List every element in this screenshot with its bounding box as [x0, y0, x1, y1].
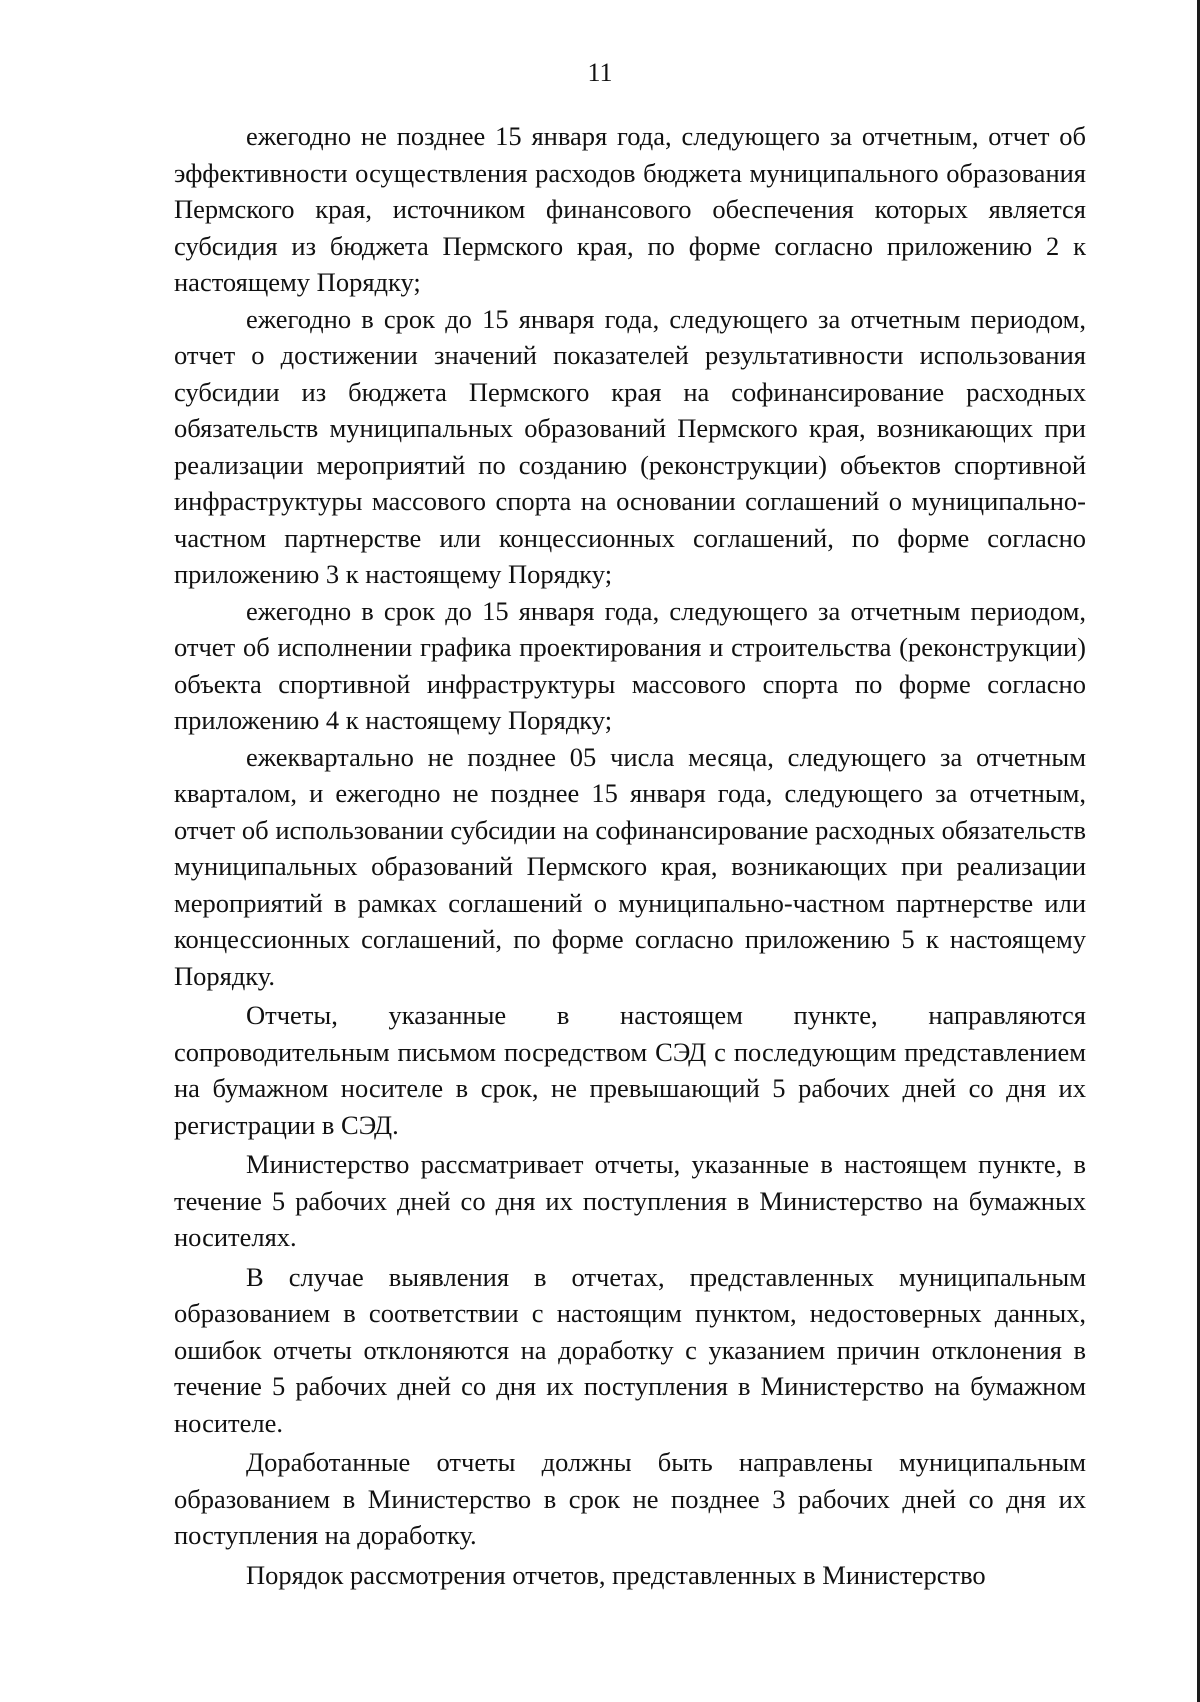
paragraph-report-performance-indicators: ежегодно в срок до 15 января года, следующего за отчетным периодом, отчет о достижении значений показателей результативности использования субсидии из бюджета Пермского края на софинансирование расходных обязательств муниципальных образований Пермского края, возникающих при реализации мероприятий по созданию (реконструкции) объектов спортивной инфраструктуры массового спорта на основании соглашений о муниципально-частном партнерстве или концессионных соглашений, по форме согласно приложению 3 к настоящему Порядку;	[174, 303, 1086, 589]
paragraph-report-efficiency: ежегодно не позднее 15 января года, следующего за отчетным, отчет об эффективности осуществления расходов бюджета муниципального образования Пермского края, источником финансового обеспечения которых является субсидия из бюджета Пермского края, по форме согласно приложению 2 к настоящему Порядку;	[174, 121, 1086, 297]
paragraph-review-procedure: Порядок рассмотрения отчетов, представленных в Министерство	[246, 1559, 986, 1590]
paragraph-report-construction-schedule: ежегодно в срок до 15 января года, следующего за отчетным периодом, отчет об исполнении графика проектирования и строительства (реконструкции) объекта спортивной инфраструктуры массового спорта по форме согласно приложению 4 к настоящему Порядку;	[174, 595, 1086, 735]
paragraph-reports-submission: Отчеты, указанные в настоящем пункте, направляются сопроводительным письмом посредством СЭД с последующим представлением на бумажном носителе в срок, не превышающий 5 рабочих дней со дня их регистрации в СЭД.	[174, 1000, 1086, 1140]
page-number: 11	[587, 58, 613, 87]
paragraph-report-subsidy-usage: ежеквартально не позднее 05 числа месяца, следующего за отчетным кварталом, и ежегодно не позднее 15 января года, следующего за отчетным, отчет об использовании субсидии на софинансирование расходных обязательств муниципальных образований Пермского края, возникающих при реализации мероприятий в рамках соглашений о муниципально-частном партнерстве или концессионных соглашений, по форме согласно приложению 5 к настоящему Порядку.	[174, 741, 1086, 991]
document-body	[174, 118, 1086, 1593]
paragraph-errors-rejection: В случае выявления в отчетах, представленных муниципальным образованием в соответствии с настоящим пунктом, недостоверных данных, ошибок отчеты отклоняются на доработку с указанием причин отклонения в течение 5 рабочих дней со дня их поступления в Министерство на бумажном носителе.	[174, 1261, 1086, 1438]
paragraph-revised-reports: Доработанные отчеты должны быть направлены муниципальным образованием в Министерство в срок не позднее 3 рабочих дней со дня их поступления на доработку.	[174, 1447, 1086, 1550]
paragraph-ministry-review: Министерство рассматривает отчеты, указанные в настоящем пункте, в течение 5 рабочих дней со дня их поступления в Министерство на бумажных носителях.	[174, 1149, 1086, 1252]
